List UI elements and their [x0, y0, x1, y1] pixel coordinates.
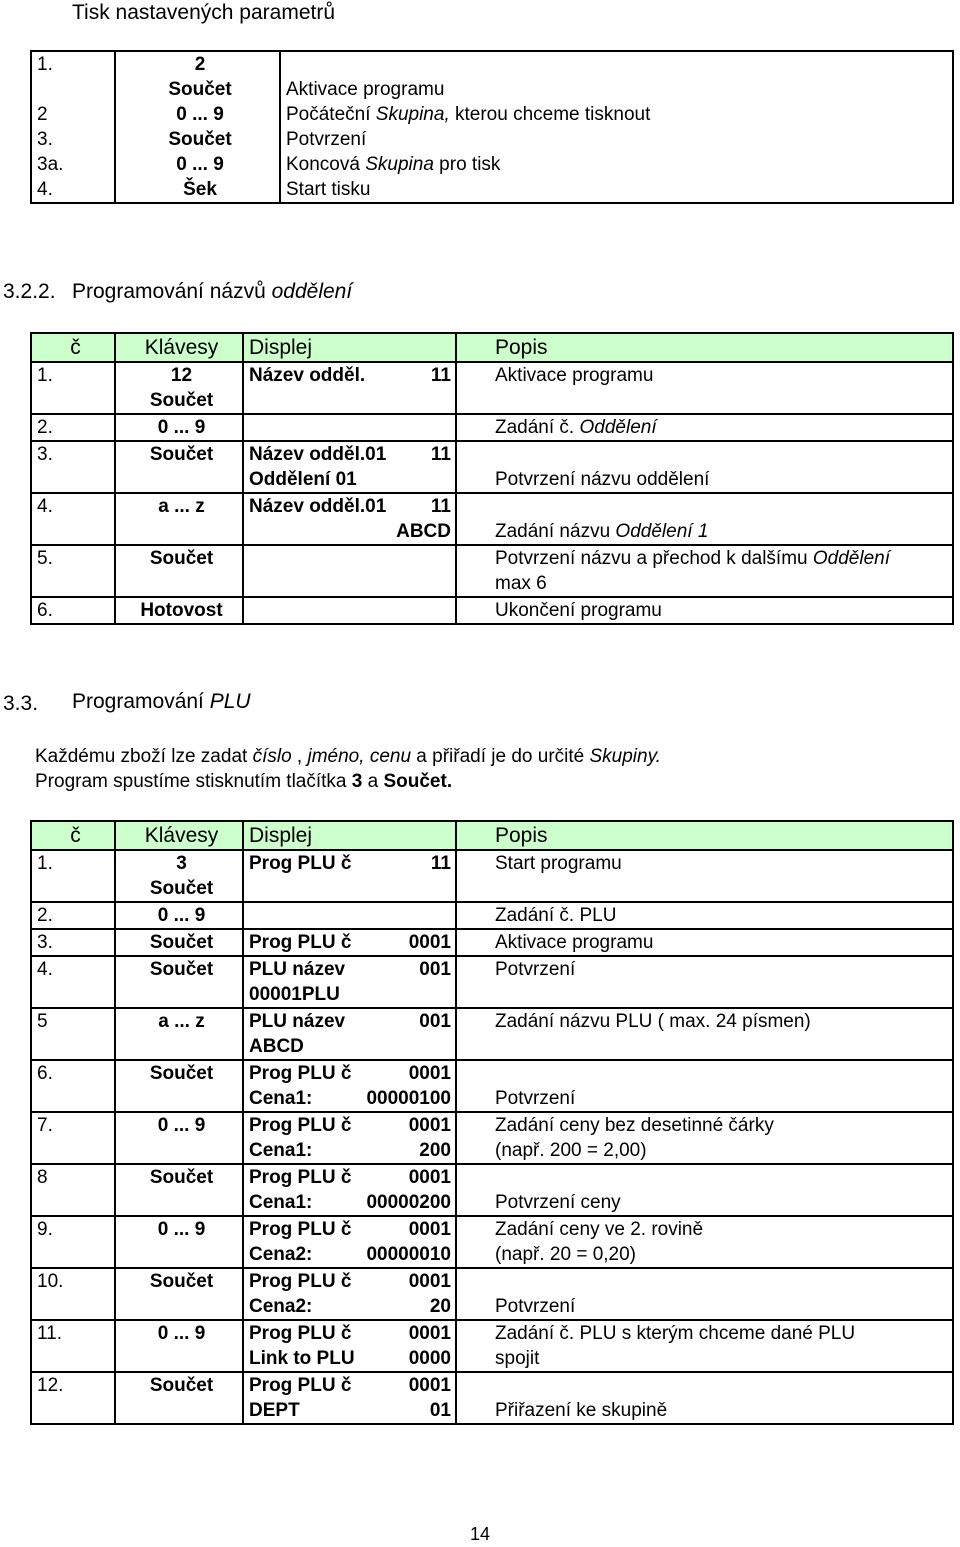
table-row	[31, 493, 953, 545]
table-row	[31, 1164, 953, 1216]
section-title: Programování PLU	[72, 690, 251, 713]
table-row	[31, 362, 953, 414]
row-keys: a ... z	[115, 493, 243, 545]
row-display: Prog PLU č 0001	[249, 1323, 451, 1344]
row-description: Aktivace programu	[456, 929, 953, 956]
table-header	[31, 821, 953, 850]
row-number: 5.	[31, 545, 115, 597]
row-description: Zadání č. Oddělení	[456, 414, 953, 441]
row-number: 7.	[31, 1112, 115, 1164]
row-display: PLU název 001	[249, 1011, 451, 1032]
header-cell: Klávesy	[115, 821, 243, 850]
row-number: 3.	[31, 441, 115, 493]
row-keys: 0 ... 9	[115, 1216, 243, 1268]
table-row	[31, 1372, 953, 1424]
row-description: Potvrzení ceny	[495, 1192, 621, 1213]
intro-line-2: Program spustíme stisknutím tlačítka 3 a Součet.	[35, 771, 453, 792]
row-display: ABCD	[396, 521, 451, 542]
row-number: 2.	[31, 902, 115, 929]
row-keys: Hotovost	[115, 597, 243, 624]
row-description: Aktivace programu	[286, 79, 445, 100]
row-description: Koncová Skupina pro tisk	[280, 152, 953, 177]
table-row	[31, 1060, 953, 1112]
print-section-title: Tisk nastavených parametrů	[72, 1, 336, 24]
row-keys: Součet	[115, 1268, 243, 1320]
row-display: Prog PLU č 0001	[249, 1167, 451, 1188]
row-display: Prog PLU č 11	[249, 853, 451, 874]
row-number: 9.	[31, 1216, 115, 1268]
page-number: 14	[469, 1524, 491, 1544]
header-cell: Klávesy	[115, 333, 243, 362]
row-description: Aktivace programu	[456, 362, 953, 414]
row-display: DEPT 01	[249, 1400, 451, 1421]
row-number: 2.	[31, 414, 115, 441]
row-keys: 12	[170, 365, 193, 386]
row-display: Prog PLU č 0001	[249, 1063, 451, 1084]
row-display: Prog PLU č 0001	[249, 1271, 451, 1292]
row-description: Ukončení programu	[456, 597, 953, 624]
row-number: 3.	[31, 929, 115, 956]
row-display: 00001PLU	[249, 984, 340, 1005]
row-number: 1.	[37, 54, 53, 75]
table-row	[31, 929, 953, 956]
table-row	[31, 127, 953, 152]
row-display: Cena2: 20	[249, 1296, 451, 1317]
print-table	[30, 50, 954, 204]
table-row	[31, 1268, 953, 1320]
row-display: Prog PLU č 0001	[249, 1219, 451, 1240]
row-keys: 2	[194, 54, 206, 75]
row-description: Zadání názvu PLU ( max. 24 písmen)	[456, 1008, 953, 1060]
table-row	[31, 956, 953, 1008]
row-description: Zadání č. PLU s kterým chceme dané PLU	[495, 1323, 856, 1344]
row-keys: Součet	[115, 929, 243, 956]
header-cell: Displej	[243, 821, 456, 850]
row-keys: Součet	[115, 441, 243, 493]
row-description: Zadání č. PLU	[456, 902, 953, 929]
row-description: Přiřazení ke skupině	[495, 1400, 668, 1421]
row-description: Zadání názvu Oddělení 1	[495, 521, 709, 542]
table-header	[31, 333, 953, 362]
row-keys: a ... z	[115, 1008, 243, 1060]
row-number: 4.	[31, 177, 115, 203]
row-number: 4.	[31, 493, 115, 545]
row-display: Prog PLU č 0001	[249, 1115, 451, 1136]
table-row	[31, 597, 953, 624]
row-description: Start tisku	[280, 177, 953, 203]
row-description: Potvrzení	[280, 127, 953, 152]
row-description: (např. 20 = 0,20)	[495, 1244, 637, 1265]
row-display: PLU název 001	[249, 959, 451, 980]
row-description: Zadání ceny bez desetinné čárky	[495, 1115, 774, 1136]
row-number: 1.	[31, 850, 115, 902]
row-keys: Součet	[115, 1164, 243, 1216]
row-description: Počáteční Skupina, kterou chceme tisknout	[280, 102, 953, 127]
table-row	[31, 1216, 953, 1268]
table-row	[31, 51, 953, 102]
row-display: Cena1: 00000100	[249, 1088, 451, 1109]
row-number: 6.	[31, 597, 115, 624]
row-number: 5	[31, 1008, 115, 1060]
row-number: 10.	[31, 1268, 115, 1320]
row-display: Prog PLU č 0001	[249, 1375, 451, 1396]
row-keys: 3	[176, 853, 187, 874]
row-keys: Součet	[168, 79, 232, 100]
section-title: Programování názvů oddělení	[72, 280, 353, 303]
table-row	[31, 902, 953, 929]
row-number: 6.	[31, 1060, 115, 1112]
row-keys: 0 ... 9	[115, 414, 243, 441]
row-description: Potvrzení názvu a přechod k dalšímu Oddělení	[495, 548, 891, 569]
row-keys: 0 ... 9	[115, 1112, 243, 1164]
row-number: 8	[31, 1164, 115, 1216]
section-number: 3.2.2.	[3, 280, 56, 303]
table-row	[31, 1112, 953, 1164]
row-display: Cena1: 00000200	[249, 1192, 451, 1213]
header-cell: č	[31, 821, 115, 850]
row-display: Link to PLU 0000	[249, 1348, 451, 1369]
row-description: Potvrzení	[495, 1296, 576, 1317]
table-row	[31, 152, 953, 177]
row-display: Název odděl. 11	[249, 365, 451, 386]
section-number: 3.3.	[3, 692, 39, 715]
row-number: 3.	[31, 127, 115, 152]
row-number: 11.	[31, 1320, 115, 1372]
header-cell: Popis	[456, 821, 953, 850]
row-keys: 0 ... 9	[115, 1320, 243, 1372]
row-display: Cena2: 00000010	[249, 1244, 451, 1265]
row-number: 4.	[31, 956, 115, 1008]
row-description: spojit	[495, 1348, 540, 1369]
row-keys: Součet	[149, 390, 214, 411]
row-keys: Součet	[115, 545, 243, 597]
row-keys: Součet	[115, 1372, 243, 1424]
table-row	[31, 850, 953, 902]
header-cell: Displej	[243, 333, 456, 362]
header-cell: č	[31, 333, 115, 362]
row-keys: Šek	[115, 177, 280, 203]
intro-line-1: Každému zboží lze zadat číslo , jméno, cenu a přiřadí je do určité Skupiny.	[35, 746, 661, 767]
row-keys: 0 ... 9	[115, 102, 280, 127]
row-description: Potvrzení	[456, 956, 953, 1008]
table-row	[31, 1008, 953, 1060]
row-display: Oddělení 01	[249, 469, 357, 490]
row-description: Potvrzení	[495, 1088, 576, 1109]
row-description: Start programu	[456, 850, 953, 902]
table-row	[31, 177, 953, 203]
table-row	[31, 545, 953, 597]
table-row	[31, 102, 953, 127]
row-display: Název odděl.01 11	[249, 496, 451, 517]
header-cell: Popis	[456, 333, 953, 362]
row-keys: Součet	[115, 956, 243, 1008]
table-row	[31, 441, 953, 493]
table-row	[31, 1320, 953, 1372]
row-description: max 6	[495, 573, 547, 594]
row-display: Název odděl.01 11	[249, 444, 451, 465]
plu-programming-table	[30, 820, 954, 1425]
row-number: 2	[31, 102, 115, 127]
row-description: (např. 200 = 2,00)	[495, 1140, 647, 1161]
row-keys: Součet	[149, 878, 214, 899]
row-description: Zadání ceny ve 2. rovině	[495, 1219, 704, 1240]
row-display: Prog PLU č 0001	[249, 932, 451, 953]
row-number: 3a.	[31, 152, 115, 177]
row-keys: 0 ... 9	[115, 152, 280, 177]
row-description: Potvrzení názvu oddělení	[495, 469, 710, 490]
table-row	[31, 414, 953, 441]
row-keys: 0 ... 9	[115, 902, 243, 929]
row-number: 12.	[31, 1372, 115, 1424]
row-keys: Součet	[115, 127, 280, 152]
row-number: 1.	[31, 362, 115, 414]
row-display: Cena1: 200	[249, 1140, 451, 1161]
row-display: ABCD	[249, 1036, 304, 1057]
department-names-table	[30, 332, 954, 625]
row-keys: Součet	[115, 1060, 243, 1112]
